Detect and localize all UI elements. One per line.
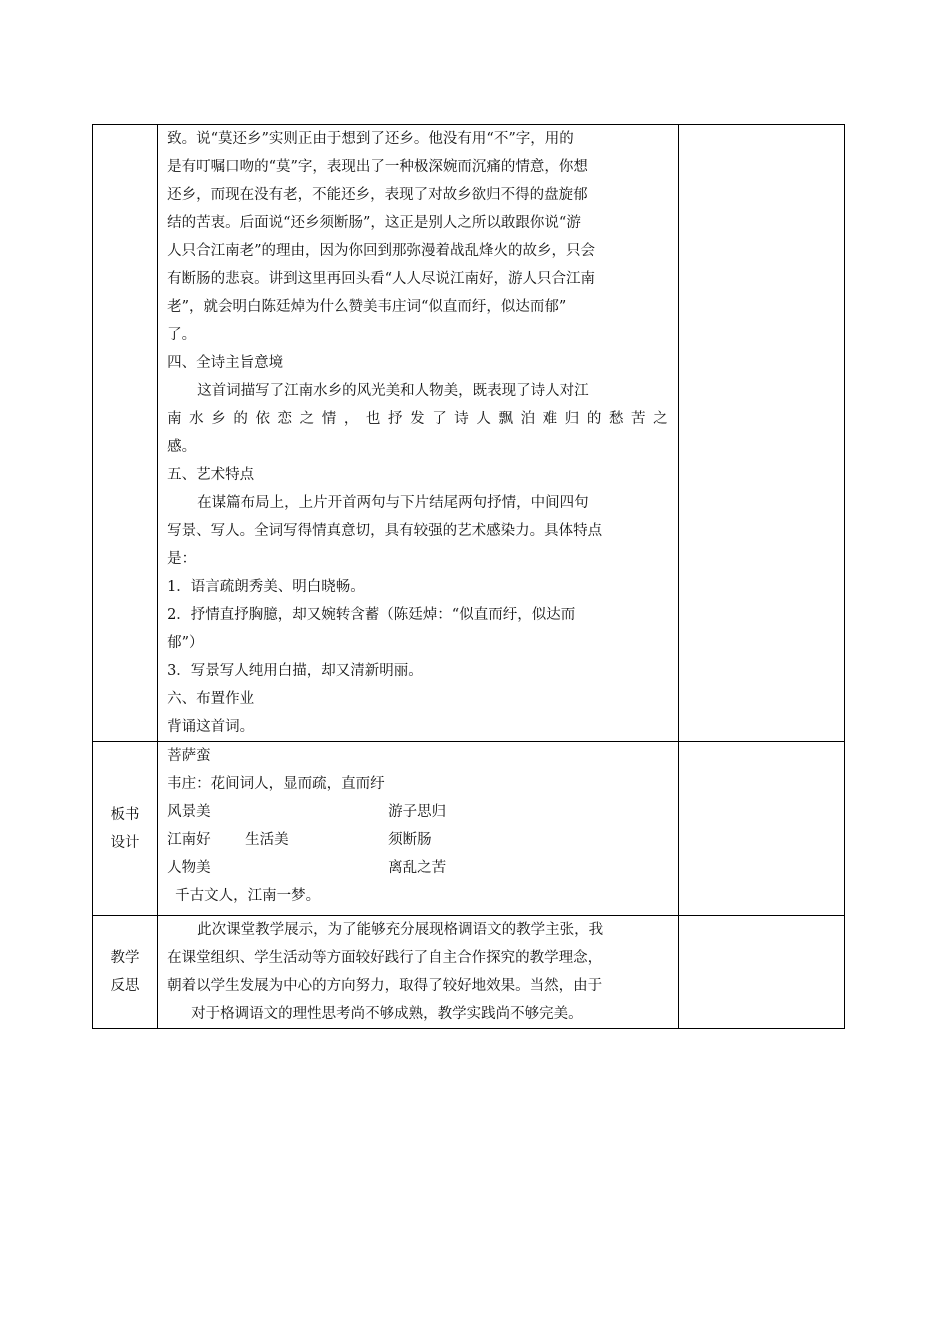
justified-char: 乡 xyxy=(211,411,226,427)
board-cell: 江南好 xyxy=(167,832,211,848)
justified-char: 诗 xyxy=(454,411,469,427)
board-row-3 xyxy=(167,854,668,882)
empty-note-cell xyxy=(678,742,844,916)
theme-paragraph-justified-line xyxy=(167,405,668,433)
feature-item-1: 1．语言疏朗秀美、明白晓畅。 xyxy=(167,579,365,595)
reflection-line: 在课堂组织、学生活动等方面较好践行了自主合作探究的教学理念， xyxy=(167,950,603,966)
label-text: 板书 xyxy=(110,806,140,823)
board-title: 菩萨蛮 xyxy=(167,748,211,764)
justified-char: 泊 xyxy=(520,411,536,427)
reflection-label xyxy=(93,916,158,1029)
feature-item-2: 2．抒情直抒胸臆，却又婉转含蓄（陈廷焯：“似直而纡，似达而 xyxy=(167,607,576,623)
text-line: 了。 xyxy=(167,327,197,343)
homework-text: 背诵这首词。 xyxy=(167,719,255,735)
teaching-process-row xyxy=(93,125,845,742)
reflection-line: 此次课堂教学展示，为了能够充分展现格调语文的教学主张，我 xyxy=(197,922,604,938)
label-text: 设计 xyxy=(110,834,140,851)
justified-char: 水 xyxy=(189,411,204,427)
justified-char: 愁 xyxy=(608,411,624,427)
justified-char: 发 xyxy=(410,411,425,427)
empty-label-cell xyxy=(93,125,158,742)
art-paragraph-line: 在谋篇布局上，上片开首两句与下片结尾两句抒情，中间四句 xyxy=(197,495,589,511)
reflection-line: 朝着以学生发展为中心的方向努力，取得了较好地效果。当然，由于 xyxy=(167,978,603,994)
theme-paragraph-line: 这首词描写了江南水乡的风光美和人物美，既表现了诗人对江 xyxy=(197,383,589,399)
justified-char: ， xyxy=(343,411,359,427)
board-author-line: 韦庄：花间词人，显而疏，直而纡 xyxy=(167,776,385,792)
justified-char: 也 xyxy=(365,411,381,427)
feature-item-3: 3．写景写人纯用白描，却又清新明丽。 xyxy=(167,663,423,679)
section-heading-4: 四、全诗主旨意境 xyxy=(167,355,284,371)
text-line: 结的苦衷。后面说“还乡须断肠”，这正是别人之所以敢跟你说“游 xyxy=(167,215,581,231)
board-design-content xyxy=(158,742,679,916)
art-paragraph-line: 是： xyxy=(167,551,197,567)
justified-char: 依 xyxy=(255,411,270,427)
justified-char: 的 xyxy=(586,411,602,427)
feature-item-2-cont: 郁”） xyxy=(167,635,204,651)
theme-paragraph-line: 感。 xyxy=(167,439,197,455)
text-line: 有断肠的悲哀。讲到这里再回头看“人人尽说江南好，游人只合江南 xyxy=(167,271,595,287)
lesson-plan-table xyxy=(92,124,845,1029)
justified-char: 苦 xyxy=(631,411,646,427)
board-row-2 xyxy=(167,826,668,854)
art-paragraph-line: 写景、写人。全词写得情真意切，具有较强的艺术感染力。具体特点 xyxy=(167,523,603,539)
justified-char: 归 xyxy=(564,411,580,427)
section-heading-5: 五、艺术特点 xyxy=(167,467,255,483)
text-line: 老”，就会明白陈廷焯为什么赞美韦庄词“似直而纡，似达而郁” xyxy=(167,299,567,315)
justified-char: 之 xyxy=(299,411,315,427)
justified-char: 恋 xyxy=(277,411,293,427)
text-line: 是有叮嘱口吻的“莫”字，表现出了一种极深婉而沉痛的情意，你想 xyxy=(167,159,588,175)
label-text: 反思 xyxy=(110,978,140,994)
reflection-content xyxy=(158,916,679,1029)
board-row-1 xyxy=(167,798,668,826)
section-heading-6: 六、布置作业 xyxy=(167,691,255,707)
board-cell: 游子思归 xyxy=(388,804,447,820)
justified-char: 抒 xyxy=(388,411,403,427)
justified-char: 飘 xyxy=(498,411,513,427)
empty-note-cell xyxy=(678,125,844,742)
board-design-label xyxy=(93,742,158,916)
label-text: 教学 xyxy=(110,950,140,966)
board-cell: 风景美 xyxy=(167,804,211,820)
board-cell: 生活美 xyxy=(245,832,289,848)
reflection-row xyxy=(93,916,845,1029)
justified-char: 难 xyxy=(542,411,558,427)
justified-char: 南 xyxy=(167,411,182,427)
justified-char: 之 xyxy=(653,411,668,427)
justified-char: 情 xyxy=(321,411,337,427)
text-line: 人只合江南老”的理由，因为你回到那弥漫着战乱烽火的故乡，只会 xyxy=(167,243,595,259)
text-line: 还乡，而现在没有老，不能还乡，表现了对故乡欲归不得的盘旋郁 xyxy=(167,187,588,203)
board-cell: 离乱之苦 xyxy=(388,860,447,876)
text-line: 致。说“莫还乡”实则正由于想到了还乡。他没有用“不”字，用的 xyxy=(167,131,574,147)
teaching-content-cell xyxy=(158,125,679,742)
reflection-line: 对于格调语文的理性思考尚不够成熟，教学实践尚不够完美。 xyxy=(191,1006,583,1022)
board-summary: 千古文人，江南一梦。 xyxy=(175,888,321,904)
justified-char: 了 xyxy=(432,411,447,427)
board-cell: 人物美 xyxy=(167,860,211,876)
board-cell: 须断肠 xyxy=(388,832,432,848)
justified-char: 的 xyxy=(233,411,248,427)
board-design-row xyxy=(93,742,845,916)
justified-char: 人 xyxy=(476,411,491,427)
empty-note-cell xyxy=(678,916,844,1029)
